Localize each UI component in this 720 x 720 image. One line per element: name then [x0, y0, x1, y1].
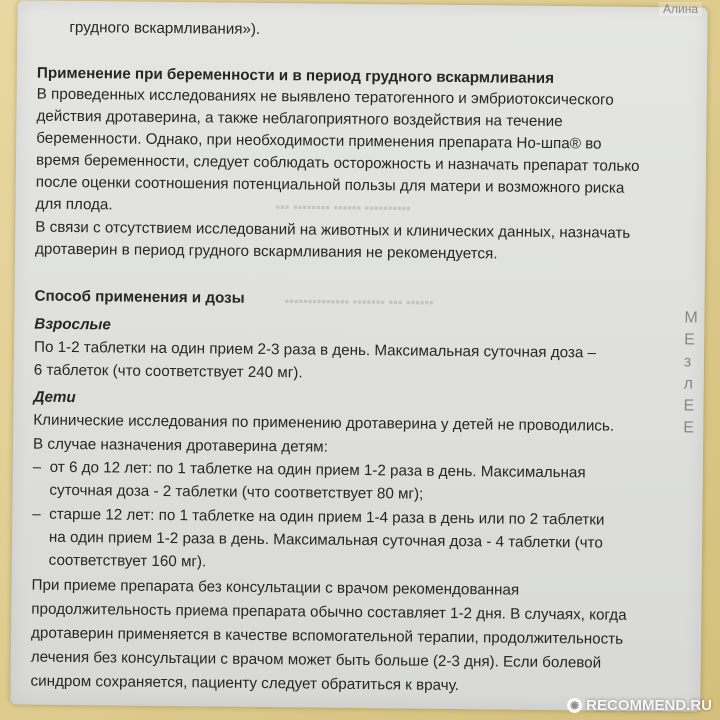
final-line: дротаверин применяется в качестве вспомогательной терапии, продолжительность: [30, 624, 624, 648]
pregnancy-line: действия дротаверина, а также неблагоприятного воздействия на течение: [36, 107, 563, 131]
adults-heading: Взрослые: [34, 315, 111, 334]
dosage-heading: Способ применения и дозы: [34, 287, 245, 307]
adults-line: По 1-2 таблетки на один прием 2-3 раза в день. Максимальная суточная доза –: [33, 338, 597, 362]
children-line: суточная доза - 2 таблетки (что соответствует 80 мг);: [32, 481, 424, 503]
pregnancy-line: после оценки соотношения потенциальной пользы для матери и возможного риска: [35, 173, 625, 197]
edge-letter: Е: [683, 419, 695, 437]
children-line: – старше 12 лет: по 1 таблетке на один прием 1-4 раза в день или по 2 таблетки: [32, 505, 605, 529]
site-watermark: [567, 697, 712, 714]
pregnancy-line: В проведенных исследованиях не выявлено тератогенного и эмбриотоксического: [36, 85, 614, 109]
recommend-logo-icon: ◉: [567, 698, 582, 713]
adults-line: 6 таблеток (что соответствует 240 мг).: [33, 361, 303, 382]
pregnancy-heading: Применение при беременности и в период грудного вскармливания: [36, 64, 555, 88]
leaflet-sheet: [10, 0, 707, 711]
edge-letter: л: [683, 375, 694, 393]
pregnancy-line: В связи с отсутствием исследований на животных и клинических данных, назначать: [35, 218, 631, 242]
author-watermark: Алина: [659, 2, 702, 16]
pregnancy-line: дротаверин в период грудного вскармливания не рекомендуется.: [35, 240, 498, 263]
children-line: – от 6 до 12 лет: по 1 таблетке на один прием 1-2 раза в день. Максимальная: [32, 458, 586, 482]
final-line: синдром сохраняется, пациенту следует обратиться к врачу.: [30, 672, 460, 695]
edge-letter: Е: [683, 397, 695, 415]
children-line: Клинические исследования по применению дротаверина у детей не проводились.: [33, 411, 615, 435]
pregnancy-line: беременности. Однако, при необходимости применения препарата Но-шпа® во: [36, 129, 602, 153]
bleed-through-text: ▪▪▪ ▪▪▪▪▪▪▪▪ ▪▪▪▪▪▪ ▪▪▪▪▪▪▪▪▪▪: [275, 199, 411, 216]
bleed-through-text-2: ▪▪▪▪▪▪▪▪▪▪▪▪▪▪ ▪▪▪▪▪▪▪ ▪▪▪ ▪▪▪▪▪▪: [284, 293, 434, 310]
children-line: соответствует 160 мг).: [31, 551, 207, 571]
children-line: В случае назначения дротаверина детям:: [32, 435, 328, 456]
site-watermark-text: RECOMMEND.RU: [586, 697, 712, 714]
pregnancy-line: для плода.: [35, 195, 113, 214]
final-line: продолжительность приема препарата обычно составляет 1-2 дня. В случаях, когда: [31, 600, 627, 624]
edge-letter: М: [684, 309, 698, 327]
adjacent-page-edge: [683, 307, 704, 447]
edge-letter: з: [683, 353, 692, 371]
final-line: При приеме препарата без консультации с врачом рекомендованная: [31, 576, 520, 599]
children-line: на один прием 1-2 раза в день. Максимальная суточная доза - 4 таблетки (что: [31, 528, 603, 552]
pregnancy-line: время беременности, следует соблюдать осторожность и назначать препарат только: [35, 151, 640, 175]
edge-letter: Е: [684, 331, 695, 349]
final-line: лечения без консультации с врачом может быть больше (2-3 дня). Если болевой: [30, 648, 602, 672]
top-fragment: грудного вскармливания»).: [69, 18, 261, 38]
children-heading: Дети: [33, 388, 76, 407]
